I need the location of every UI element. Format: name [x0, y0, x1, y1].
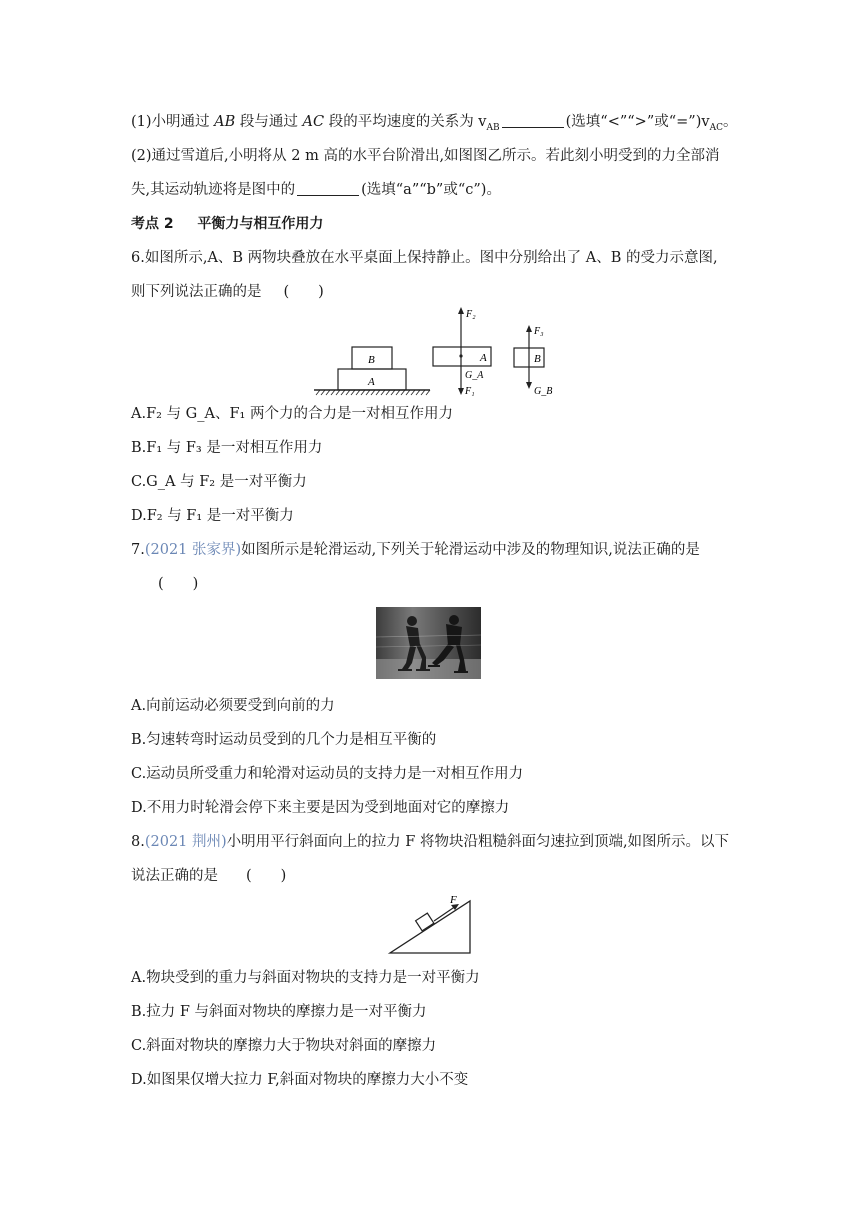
q5-part2-line1: (2)通过雪道后,小明将从 2 m 高的水平台阶滑出,如图图乙所示。若此刻小明受到的力全部消: [131, 148, 720, 164]
q6-f2-label: F₂: [466, 309, 476, 320]
q6-option-c[interactable]: C.G_A 与 F₂ 是一对平衡力: [131, 474, 307, 490]
q6-f3-label: F₃: [534, 326, 544, 337]
q6-force-diagram: [310, 304, 560, 400]
q8-option-b[interactable]: B.拉力 F 与斜面对物块的摩擦力是一对平衡力: [131, 1004, 427, 1020]
q5-p1-end: 。: [722, 114, 738, 130]
q8-option-a[interactable]: A.物块受到的重力与斜面对物块的支持力是一对平衡力: [131, 970, 480, 986]
q5-p2-text-a: 失,其运动轨迹将是图中的: [131, 182, 296, 198]
q7-option-b[interactable]: B.匀速转弯时运动员受到的几个力是相互平衡的: [131, 732, 437, 748]
q5-p1-ac: AC: [302, 114, 325, 130]
q5-p1-mid1: 段与通过: [235, 114, 303, 130]
q5-part1: [131, 112, 737, 138]
q5-p1-suffix: (选填“<”“>”或“=”)v: [565, 114, 710, 130]
section-heading: [131, 214, 323, 234]
q6-stem-line1: 6.如图所示,A、B 两物块叠放在水平桌面上保持静止。图中分别给出了 A、B 的受力示意图,: [131, 250, 718, 266]
q8-force-label: F: [450, 894, 457, 906]
q6-ground-hatch: [316, 390, 430, 395]
q6-gb-arrowhead: [526, 382, 532, 389]
q6-f1-label: F₁: [465, 386, 475, 397]
q6-block-a-label: A: [368, 376, 375, 388]
q7-source: (2021 张家界): [144, 542, 242, 558]
q6-f3-arrowhead: [526, 325, 532, 332]
section-title: 平衡力与相互作用力: [197, 216, 324, 232]
q6-f2-arrowhead: [458, 307, 464, 314]
q7-stem: [131, 540, 700, 560]
q8-answer-paren[interactable]: ( ): [246, 868, 287, 884]
q8-number: 8.: [131, 834, 145, 850]
q6-ga-label: G_A: [465, 370, 484, 381]
q8-stem-text: 说法正确的是: [131, 868, 218, 884]
q8-source: (2021 荆州): [144, 834, 227, 850]
q8-block: [416, 913, 434, 931]
q5-p2-text-b: (选填“a”“b”或“c”)。: [361, 182, 501, 198]
q6-option-d[interactable]: D.F₂ 与 F₁ 是一对平衡力: [131, 508, 294, 524]
q6-gb-label: G_B: [534, 386, 553, 397]
q5-p2-answer-blank[interactable]: [297, 181, 359, 196]
q5-p1-sub-ab: AB: [486, 122, 500, 133]
q8-option-c[interactable]: C.斜面对物块的摩擦力大于物块对斜面的摩擦力: [131, 1038, 437, 1054]
q5-part2-line2: [131, 180, 501, 200]
q5-p1-prefix: (1)小明通过: [131, 114, 215, 130]
q8-incline-diagram: [386, 893, 476, 957]
q8-text: 小明用平行斜面向上的拉力 F 将物块沿粗糙斜面匀速拉到顶端,如图所示。以下: [226, 834, 730, 850]
q6-ga-f1-arrowhead: [458, 388, 464, 395]
q8-force-arrow: [434, 906, 456, 921]
q7-photo-art: [376, 607, 481, 679]
q6-block-b-label: B: [368, 354, 375, 366]
q6-fbd-b-label: B: [534, 353, 541, 365]
q7-option-d[interactable]: D.不用力时轮滑会停下来主要是因为受到地面对它的摩擦力: [131, 800, 510, 816]
q7-number: 7.: [131, 542, 145, 558]
q7-option-c[interactable]: C.运动员所受重力和轮滑对运动员的支持力是一对相互作用力: [131, 766, 524, 782]
q6-stem-text: 则下列说法正确的是: [131, 284, 262, 300]
q8-option-d[interactable]: D.如图果仅增大拉力 F,斜面对物块的摩擦力大小不变: [131, 1072, 469, 1088]
q8-incline: [390, 901, 470, 953]
q6-stem-line2: [131, 282, 324, 302]
q6-option-b[interactable]: B.F₁ 与 F₃ 是一对相互作用力: [131, 440, 323, 456]
q8-stem: [131, 832, 729, 852]
q5-p1-sub-ac: AC: [709, 122, 723, 133]
q6-option-a[interactable]: A.F₂ 与 G_A、F₁ 两个力的合力是一对相互作用力: [131, 406, 453, 422]
q7-answer-paren[interactable]: ( ): [158, 576, 199, 592]
q7-text: 如图所示是轮滑运动,下列关于轮滑运动中涉及的物理知识,说法正确的是: [241, 542, 700, 558]
q7-option-a[interactable]: A.向前运动必须要受到向前的力: [131, 698, 335, 714]
q6-answer-paren[interactable]: ( ): [283, 284, 324, 300]
q7-rollerskating-photo: [376, 607, 481, 679]
q5-p1-ab: AB: [214, 114, 236, 130]
q6-fbd-a-label: A: [480, 352, 487, 364]
section-label: 考点 2: [131, 216, 174, 232]
q8-stem-line2: [131, 866, 286, 886]
q5-p1-answer-blank[interactable]: [502, 113, 564, 128]
q6-a-center-dot: [459, 354, 462, 357]
q5-p1-mid2: 段的平均速度的关系为 v: [324, 114, 487, 130]
